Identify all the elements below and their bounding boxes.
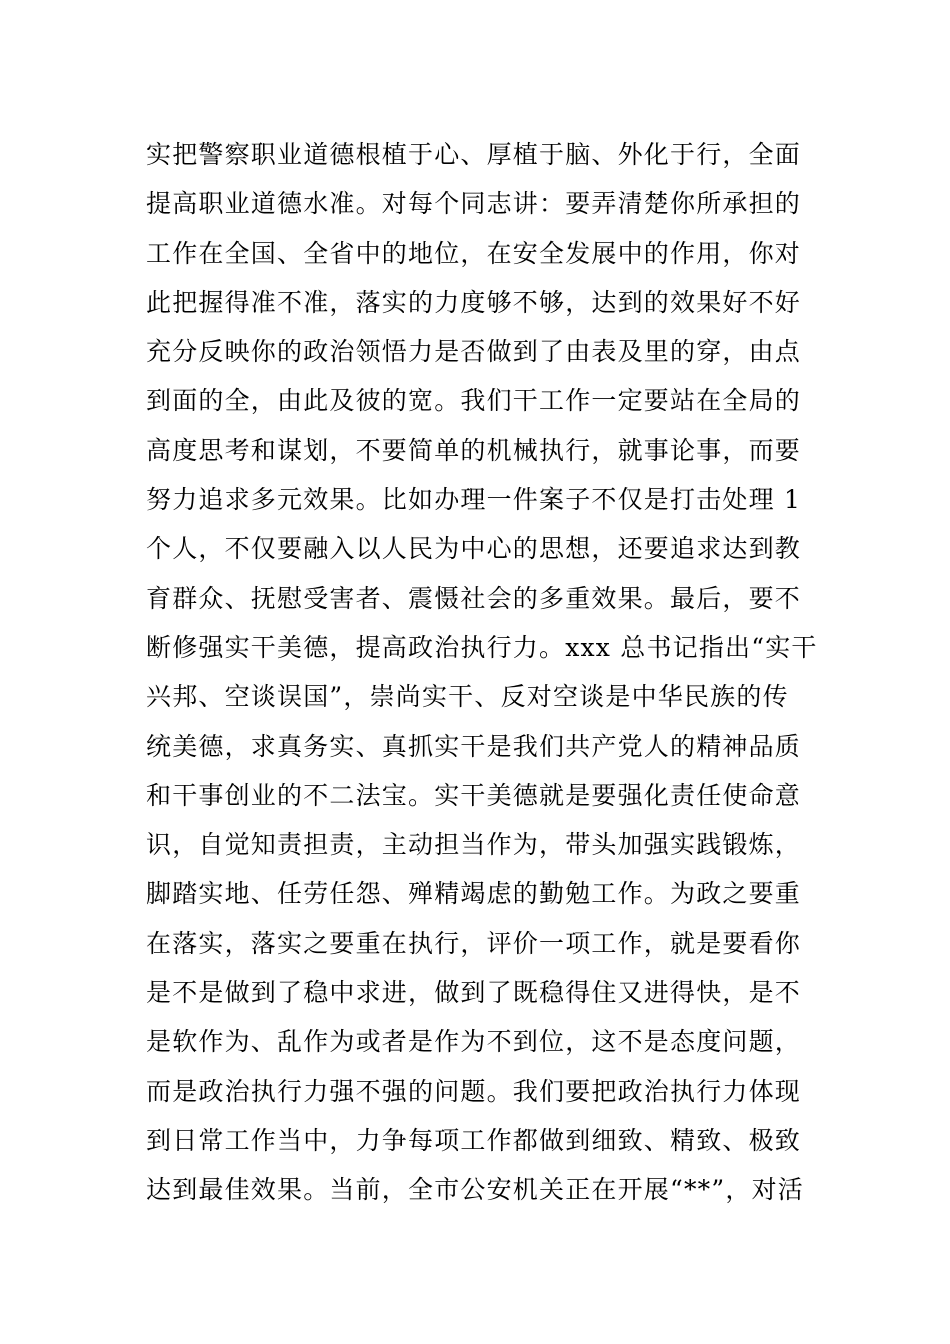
text-line: 育群众、抚慰受害者、震慑社会的多重效果。最后，要不: [146, 583, 802, 613]
text-line: 努力追求多元效果。比如办理一件案子不仅是打击处理 1: [146, 485, 802, 515]
text-line: 识，自觉知责担责，主动担当作为，带头加强实践锻炼，: [146, 830, 802, 860]
text-line: 提高职业道德水准。对每个同志讲：要弄清楚你所承担的: [146, 189, 802, 219]
text-line: 到面的全，由此及彼的宽。我们干工作一定要站在全局的: [146, 386, 802, 416]
text-line: 统美德，求真务实、真抓实干是我们共产党人的精神品质: [146, 731, 802, 761]
text-line: 实把警察职业道德根植于心、厚植于脑、外化于行，全面: [146, 140, 802, 169]
body-text: [146, 130, 826, 1215]
text-line: 此把握得准不准，落实的力度够不够，达到的效果好不好: [146, 287, 802, 317]
text-line: 脚踏实地、任劳任怨、殚精竭虑的勤勉工作。为政之要重: [146, 879, 802, 909]
text-line: 在落实，落实之要重在执行，评价一项工作，就是要看你: [146, 928, 802, 958]
text-line: 是不是做到了稳中求进，做到了既稳得住又进得快，是不: [146, 978, 802, 1008]
text-line: 到日常工作当中，力争每项工作都做到细致、精致、极致: [146, 1125, 802, 1155]
text-line: 达到最佳效果。当前，全市公安机关正在开展“**”，对活: [146, 1175, 804, 1205]
text-line: 高度思考和谋划，不要简单的机械执行，就事论事，而要: [146, 435, 802, 465]
text-line: 断修强实干美德，提高政治执行力。xxx 总书记指出“实干: [146, 632, 818, 662]
text-line: 个人，不仅要融入以人民为中心的思想，还要追求达到教: [146, 534, 802, 564]
text-line: 是软作为、乱作为或者是作为不到位，这不是态度问题，: [146, 1027, 802, 1057]
text-line: 充分反映你的政治领悟力是否做到了由表及里的穿，由点: [146, 337, 802, 367]
text-line: 兴邦、空谈误国”，崇尚实干、反对空谈是中华民族的传: [146, 682, 789, 712]
text-line: 而是政治执行力强不强的问题。我们要把政治执行力体现: [146, 1076, 802, 1106]
text-line: 和干事创业的不二法宝。实干美德就是要强化责任使命意: [146, 780, 802, 810]
text-line: 工作在全国、全省中的地位，在安全发展中的作用，你对: [146, 238, 802, 268]
